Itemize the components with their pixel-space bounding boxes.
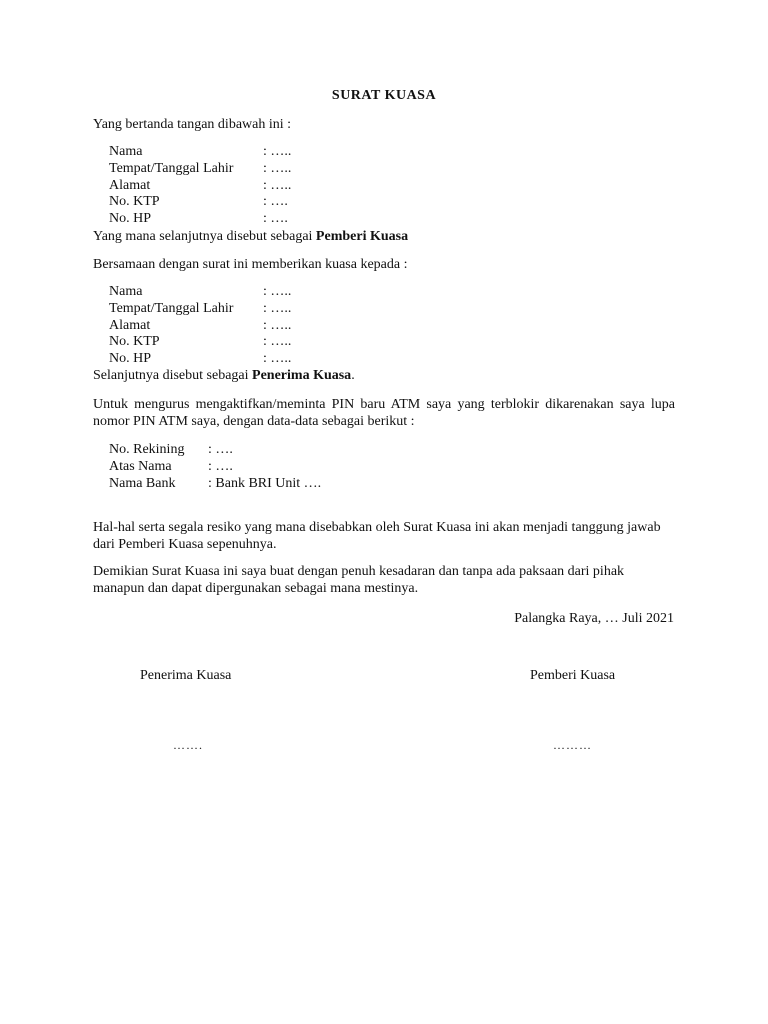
penerima-closing-text: Selanjutnya disebut sebagai — [93, 368, 253, 383]
pemberi-field-value: : …. — [263, 194, 288, 209]
pemberi-kuasa-term: Pemberi Kuasa — [315, 229, 409, 244]
penerima-closing — [93, 368, 355, 384]
transfer-intro-text: Bersamaan dengan surat ini memberikan kuasa kepada : — [93, 257, 408, 272]
account-field-value: : …. — [208, 459, 233, 474]
penerima-field-label: No. HP — [109, 351, 152, 366]
pemberi-field-label: Tempat/Tanggal Lahir — [109, 161, 234, 176]
signature-line-penerima: ……. — [173, 738, 203, 752]
account-field-label: Nama Bank — [109, 476, 176, 491]
intro-text: Yang bertanda tangan dibawah ini : — [93, 117, 292, 132]
statement-paragraph: Demikian Surat Kuasa ini saya buat dengan penuh kesadaran dan tanpa ada paksaan dari pihak manapun dan dapat dipergunakan sebagai mana mestinya. — [93, 564, 625, 596]
pemberi-field-label: Alamat — [109, 178, 151, 193]
risk-paragraph: Hal-hal serta segala resiko yang mana disebabkan oleh Surat Kuasa ini akan menjadi tanggung jawab dari Pemberi Kuasa sepenuhnya. — [93, 520, 661, 552]
pemberi-field-value: : ….. — [263, 161, 292, 176]
place-date: Palangka Raya, … Juli 2021 — [514, 611, 674, 626]
penerima-field-label: Nama — [109, 284, 143, 299]
pemberi-closing — [93, 229, 408, 245]
penerima-field-label: Tempat/Tanggal Lahir — [109, 301, 234, 316]
penerima-field-label: Alamat — [109, 318, 151, 333]
account-field-label: Atas Nama — [109, 459, 172, 474]
pemberi-closing-text: Yang mana selanjutnya disebut sebagai — [93, 229, 316, 244]
pemberi-field-value: : ….. — [263, 178, 292, 193]
penerima-field-value: : ….. — [263, 351, 292, 366]
penerima-kuasa-term: Penerima Kuasa — [252, 368, 352, 383]
account-field-value: : Bank BRI Unit …. — [208, 476, 322, 491]
pemberi-field-label: No. KTP — [109, 194, 160, 209]
penerima-closing-suffix: . — [351, 368, 355, 383]
signature-line-pemberi: ……… — [553, 738, 592, 752]
signature-label-penerima: Penerima Kuasa — [140, 668, 232, 683]
pemberi-field-label: No. HP — [109, 211, 152, 226]
pemberi-field-value: : …. — [263, 211, 288, 226]
purpose-paragraph: Untuk mengurus mengaktifkan/meminta PIN baru ATM saya yang terblokir dikarenakan saya lupa nomor PIN ATM saya, dengan data-data sebagai berikut : — [93, 397, 675, 429]
account-field-value: : …. — [208, 442, 233, 457]
account-field-label: No. Rekining — [109, 442, 185, 457]
signature-label-pemberi: Pemberi Kuasa — [530, 668, 616, 683]
penerima-field-value: : ….. — [263, 318, 292, 333]
penerima-field-value: : ….. — [263, 301, 292, 316]
penerima-field-value: : ….. — [263, 284, 292, 299]
penerima-field-label: No. KTP — [109, 334, 160, 349]
penerima-field-value: : ….. — [263, 334, 292, 349]
letter-title: SURAT KUASA — [331, 88, 437, 103]
pemberi-field-label: Nama — [109, 144, 143, 159]
pemberi-field-value: : ….. — [263, 144, 292, 159]
